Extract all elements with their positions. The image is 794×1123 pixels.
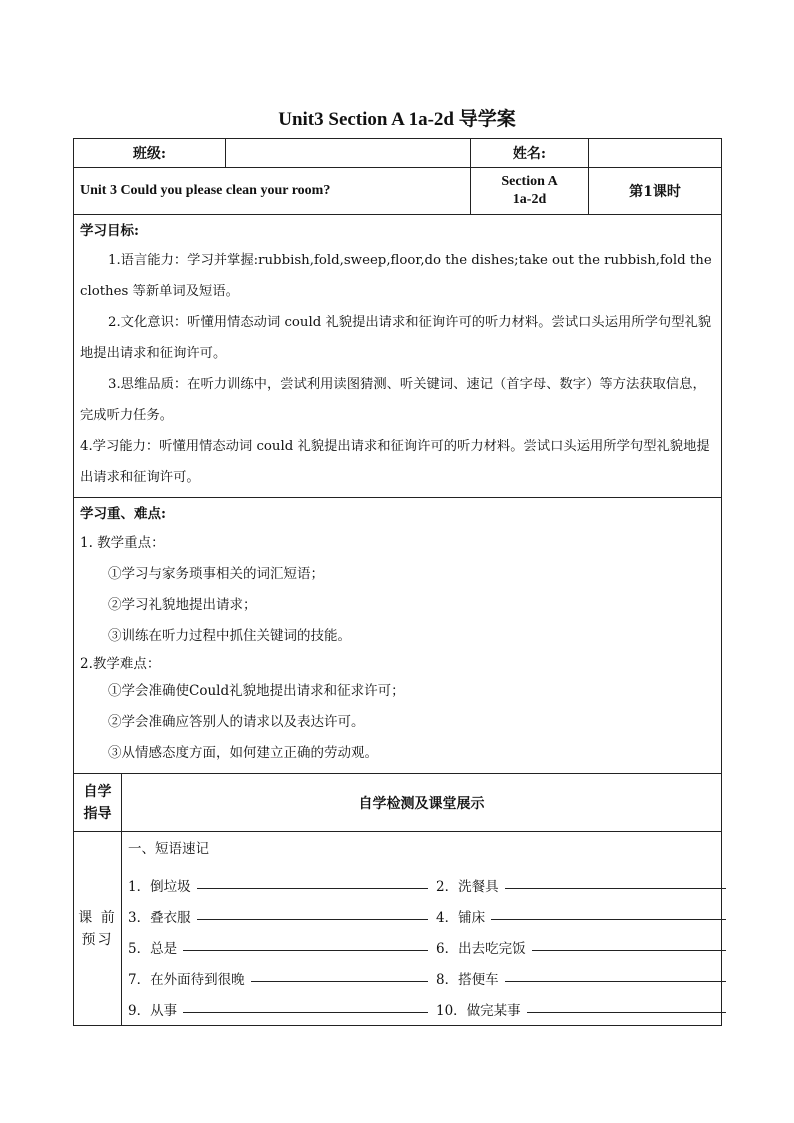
phrase-text: 做完某事: [466, 1003, 521, 1019]
phrase-number: 10．: [436, 1003, 467, 1019]
phrase-item: [436, 957, 726, 988]
phrase-text: 倒垃圾: [150, 879, 191, 895]
objective-item: 3.思维品质：在听力训练中，尝试利用读图猜测、听关键词、速记（首字母、数字）等方法获取信息，完成听力任务。: [80, 377, 706, 423]
phrase-item: [436, 926, 726, 957]
objective-item: 1.语言能力：学习并掌握:rubbish,fold,sweep,floor,do the dishes;take out the rubbish,fold the clothes 等新单词及短语。: [80, 253, 712, 299]
phrase-text: 在外面待到很晚: [150, 972, 245, 988]
phrase-item: [436, 988, 726, 1019]
class-label: 班级:: [74, 139, 226, 168]
phrase-item: [128, 864, 428, 895]
phrase-number: 1．: [128, 879, 151, 895]
header-row-lesson: [74, 168, 722, 215]
answer-blank[interactable]: [527, 1012, 726, 1013]
preview-section-title: 一、短语速记: [128, 841, 209, 857]
answer-blank[interactable]: [505, 981, 726, 982]
difficulty-item: ③从情感态度方面，如何建立正确的劳动观。: [108, 745, 378, 761]
preview-row: [74, 832, 722, 1026]
objective-item: 2.文化意识：听懂用情态动词 could 礼貌提出请求和征询许可的听力材料。尝试口头运用所学句型礼貌地提出请求和征询许可。: [80, 315, 712, 361]
class-field[interactable]: [226, 139, 471, 168]
answer-blank[interactable]: [505, 888, 726, 889]
answer-blank[interactable]: [197, 919, 428, 920]
objectives-row: [74, 215, 722, 498]
phrase-number: 6．: [436, 941, 459, 957]
answer-blank[interactable]: [197, 888, 428, 889]
phrase-item: [128, 895, 428, 926]
answer-blank[interactable]: [532, 950, 726, 951]
phrase-number: 4．: [436, 910, 459, 926]
phrase-text: 洗餐具: [458, 879, 499, 895]
answer-blank[interactable]: [491, 919, 726, 920]
self-study-side-line-1: 自学: [83, 783, 112, 800]
phrase-number: 5．: [128, 941, 151, 957]
section-cell: [471, 168, 589, 215]
self-study-row: [74, 774, 722, 832]
page-title: Unit3 Section A 1a-2d 导学案: [278, 109, 516, 130]
focus-title: 1. 教学重点：: [80, 535, 165, 551]
preview-side-line-1: 课 前: [78, 909, 117, 926]
name-label: 姓名:: [471, 139, 589, 168]
phrase-number: 8．: [436, 972, 459, 988]
phrase-text: 出去吃完饭: [458, 941, 526, 957]
phrase-item: [436, 895, 726, 926]
preview-block: [122, 832, 722, 1026]
header-row-class-name: [74, 139, 722, 168]
phrase-number: 2．: [436, 879, 459, 895]
phrase-text: 总是: [150, 941, 178, 957]
phrase-text: 叠衣服: [150, 910, 191, 926]
phrase-text: 搭便车: [458, 972, 499, 988]
focus-item: ②学习礼貌地提出请求；: [108, 597, 257, 613]
self-study-heading: 自学检测及课堂展示: [122, 774, 722, 832]
worksheet-table: [73, 138, 722, 1026]
key-points-block: [74, 498, 722, 774]
phrase-exercise-grid: [122, 860, 721, 1025]
self-study-side-label: [74, 774, 122, 832]
focus-item: ①学习与家务琐事相关的词汇短语；: [108, 566, 324, 582]
key-points-heading: 学习重、难点:: [80, 506, 166, 522]
name-field[interactable]: [589, 139, 722, 168]
difficulty-item: ①学会准确使Could礼貌地提出请求和征求许可；: [108, 683, 405, 699]
section-line-2: 1a-2d: [512, 192, 547, 207]
preview-side-line-2: 预习: [81, 931, 114, 948]
difficulty-title: 2.教学难点：: [80, 656, 161, 672]
lesson-title: Unit 3 Could you please clean your room?: [74, 168, 471, 215]
phrase-number: 7．: [128, 972, 151, 988]
phrase-item: [436, 864, 726, 895]
self-study-side-line-2: 指导: [83, 805, 112, 822]
difficulty-item: ②学会准确应答别人的请求以及表达许可。: [108, 714, 365, 730]
focus-item: ③训练在听力过程中抓住关键词的技能。: [108, 628, 351, 644]
objectives-heading: 学习目标:: [80, 223, 139, 239]
phrase-number: 9．: [128, 1003, 151, 1019]
objectives-block: [74, 215, 722, 498]
phrase-text: 从事: [150, 1003, 178, 1019]
answer-blank[interactable]: [251, 981, 428, 982]
phrase-item: [128, 988, 428, 1019]
objective-item: 4.学习能力：听懂用情态动词 could 礼貌提出请求和征询许可的听力材料。尝试口头运用所学句型礼貌地提出请求和征询许可。: [80, 439, 710, 485]
phrase-number: 3．: [128, 910, 151, 926]
section-line-1: Section A: [501, 174, 558, 189]
phrase-item: [128, 957, 428, 988]
answer-blank[interactable]: [183, 1012, 428, 1013]
answer-blank[interactable]: [183, 950, 428, 951]
period-label: 第1课时: [589, 168, 722, 215]
key-points-row: [74, 498, 722, 774]
phrase-text: 铺床: [458, 910, 486, 926]
phrase-item: [128, 926, 428, 957]
preview-side-label: [74, 832, 122, 1026]
